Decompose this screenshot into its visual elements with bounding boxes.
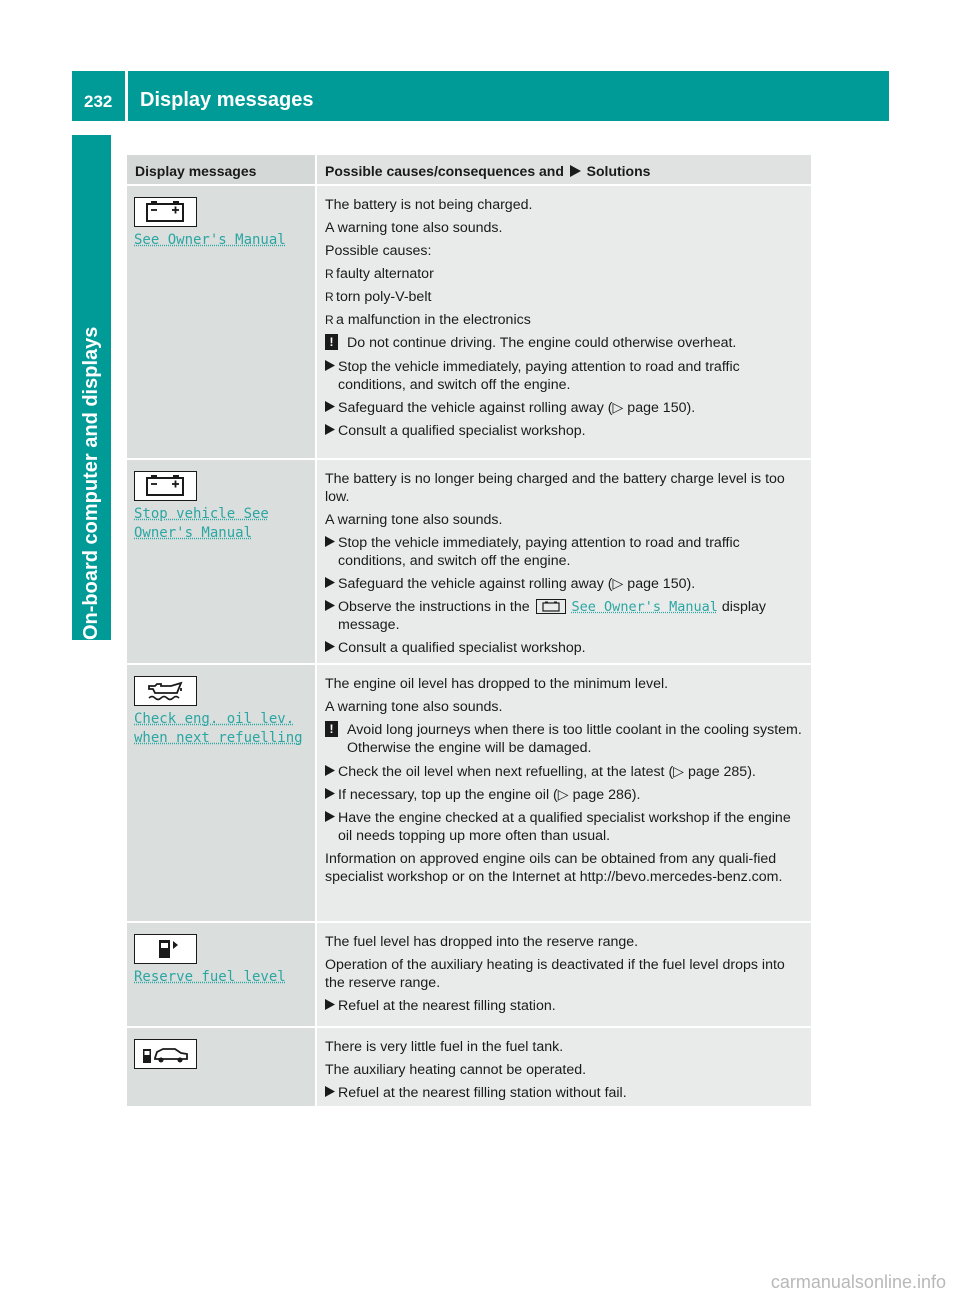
text-line: A warning tone also sounds. [325, 220, 503, 236]
display-message: Stop vehicle See Owner's Manual [134, 506, 269, 541]
battery-icon [134, 197, 197, 227]
battery-icon [134, 471, 197, 501]
page-header [72, 71, 889, 121]
table-row [127, 1028, 811, 1108]
message-cell [127, 186, 315, 458]
solution-cell [315, 186, 811, 458]
display-messages-table [127, 155, 811, 1108]
battery-icon [536, 599, 566, 614]
table-row [127, 186, 811, 460]
warning-note: ! Do not continue driving. The engine could otherwise overheat. [325, 334, 805, 352]
play-arrow-icon [570, 165, 581, 177]
message-cell [127, 665, 315, 921]
step-arrow-icon [325, 999, 335, 1010]
text-line: The auxiliary heating cannot be operated. [325, 1062, 587, 1078]
display-message: Check eng. oil lev. when next refuelling [134, 711, 303, 746]
step-arrow-icon [325, 424, 335, 435]
message-cell [127, 923, 315, 1026]
message-cell [127, 460, 315, 663]
solution-cell [315, 1028, 811, 1106]
text-line: The engine oil level has dropped to the minimum level. [325, 676, 669, 692]
step-arrow-icon [325, 536, 335, 547]
page-title: Display messages [140, 89, 314, 111]
text-line: Operation of the auxiliary heating is deactivated if the fuel level drops into the reserve range. [325, 957, 785, 991]
text-line: There is very little fuel in the fuel tank. [325, 1039, 564, 1055]
warning-note: ! Avoid long journeys when there is too little coolant in the cooling system. Otherwise the engine will be damaged. [325, 721, 805, 757]
step-arrow-icon [325, 788, 335, 799]
list-item: R a malfunction in the electronics [325, 312, 531, 328]
header-divider [125, 71, 128, 121]
message-cell [127, 1028, 315, 1106]
step-item: If necessary, top up the engine oil (▷ page 286). [325, 786, 805, 804]
step-item: Safeguard the vehicle against rolling away (▷ page 150). [325, 399, 805, 417]
column-header-messages: Display messages [127, 155, 315, 184]
fuel-car-icon [134, 1039, 197, 1069]
warning-icon: ! [325, 334, 338, 350]
step-item: Refuel at the nearest filling station without fail. [325, 1084, 805, 1102]
fuel-pump-icon [134, 934, 197, 964]
step-item: Stop the vehicle immediately, paying attention to road and traffic conditions, and switch off the engine. [325, 358, 805, 394]
table-header [127, 155, 811, 186]
oil-can-icon [134, 676, 197, 706]
display-message: Reserve fuel level [134, 969, 286, 985]
step-item: Stop the vehicle immediately, paying attention to road and traffic conditions, and switch off the engine. [325, 534, 805, 570]
solution-cell [315, 460, 811, 663]
step-item: Observe the instructions in the See Owner's Manual display message. [325, 598, 805, 634]
step-item: Consult a qualified specialist workshop. [325, 422, 805, 440]
list-item: R faulty alternator [325, 266, 434, 282]
step-arrow-icon [325, 765, 335, 776]
section-tab-label: On-board computer and displays [80, 326, 102, 640]
column-header-solutions: Possible causes/consequences and Solutions [315, 155, 811, 184]
step-item: Refuel at the nearest filling station. [325, 997, 805, 1015]
text-line: The battery is no longer being charged and the battery charge level is too low. [325, 471, 785, 505]
step-arrow-icon [325, 600, 335, 611]
solution-cell [315, 665, 811, 921]
step-item: Consult a qualified specialist workshop. [325, 639, 805, 657]
text-line: A warning tone also sounds. [325, 512, 503, 528]
table-row [127, 460, 811, 665]
step-arrow-icon [325, 577, 335, 588]
text-line: The fuel level has dropped into the reserve range. [325, 934, 639, 950]
table-row [127, 923, 811, 1028]
step-item: Check the oil level when next refuelling, at the latest (▷ page 285). [325, 763, 805, 781]
text-line: The battery is not being charged. [325, 197, 533, 213]
list-item: R torn poly-V-belt [325, 289, 432, 305]
solution-cell [315, 923, 811, 1026]
step-item: Have the engine checked at a qualified specialist workshop if the engine oil needs topping up more often than usual. [325, 809, 805, 845]
step-arrow-icon [325, 811, 335, 822]
text-line: A warning tone also sounds. [325, 699, 503, 715]
step-arrow-icon [325, 360, 335, 371]
table-row [127, 665, 811, 923]
step-item: Safeguard the vehicle against rolling away (▷ page 150). [325, 575, 805, 593]
text-line: Possible causes: [325, 243, 432, 259]
step-arrow-icon [325, 1086, 335, 1097]
page-number: 232 [84, 92, 113, 111]
step-arrow-icon [325, 401, 335, 412]
warning-icon: ! [325, 721, 338, 737]
info-note: Information on approved engine oils can be obtained from any quali-fied specialist workshop or on the Internet at http://bevo.mercedes-benz.com. [325, 851, 783, 885]
watermark: carmanualsonline.info [770, 1272, 946, 1292]
display-message: See Owner's Manual [134, 232, 286, 248]
step-arrow-icon [325, 641, 335, 652]
